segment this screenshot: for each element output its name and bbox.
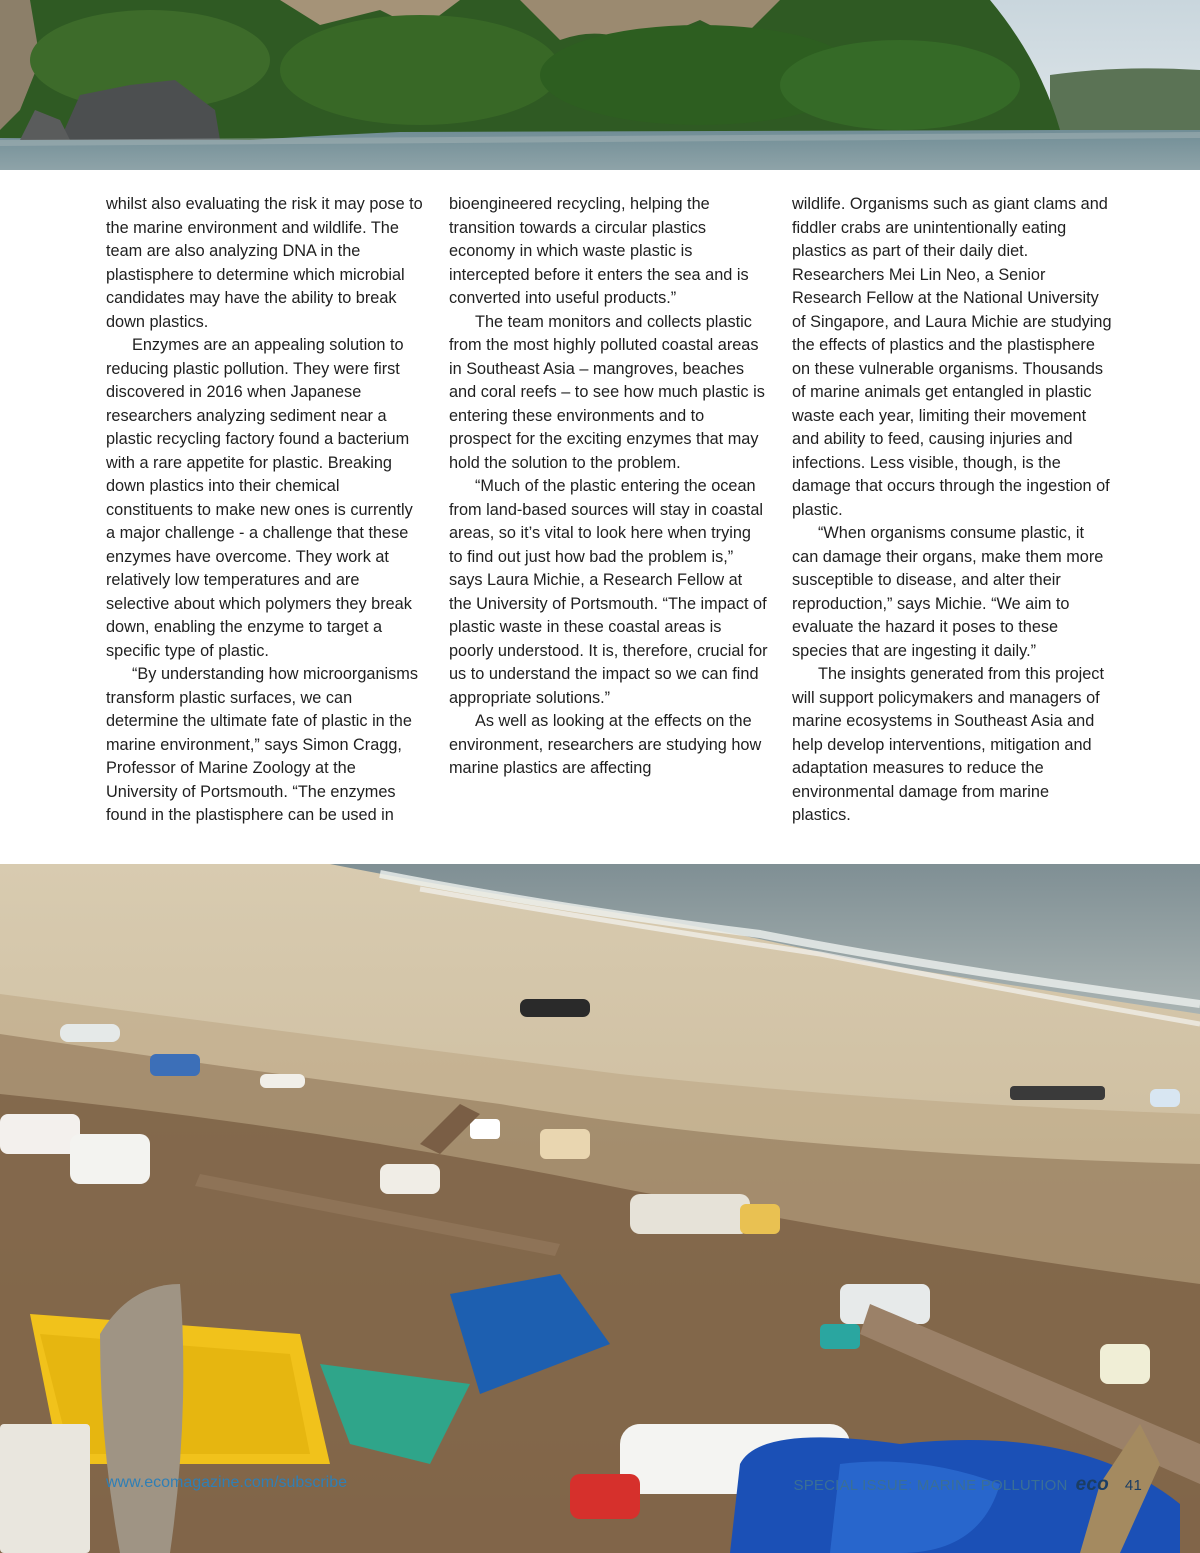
plastic-beach-photo bbox=[0, 864, 1200, 1553]
paragraph: “Much of the plastic entering the ocean from land-based sources will stay in coastal areas, so it’s vital to look here when trying to find out just how bad the problem is,” says Laura Michie, a Research Fellow at the University of Portsmouth. “The impact of plastic waste in these coastal areas is poorly understood. It is, therefore, crucial for us to understand the impact so we can find appropriate solutions.” bbox=[449, 477, 768, 707]
paragraph: “By understanding how microorganisms transform plastic surfaces, we can determine the ultimate fate of plastic in the marine environment,” says Simon Cragg, Professor of Marine Zoology at the University of Portsmouth. “The enzymes found in the plastisphere can be used in bbox=[106, 665, 418, 824]
paragraph: wildlife. Organisms such as giant clams and fiddler crabs are unintentionally eating plastics as part of their daily diet. Researchers Mei Lin Neo, a Senior Research Fellow at the National University of Singapore, and Laura Michie are studying the effects of plastics and the plastisphere on these vulnerable organisms. Thousands of marine animals get entangled in plastic waste each year, limiting their movement and ability to feed, causing injuries and infections. Less visible, though, is the damage that occurs through the ingestion of plastic. bbox=[792, 195, 1112, 519]
article-column-2 bbox=[449, 193, 769, 781]
paragraph: The insights generated from this project will support policymakers and managers of marine ecosystems in Southeast Asia and help develop interventions, mitigation and adaptation measures to reduce the environmental damage from marine plastics. bbox=[792, 665, 1104, 824]
footer-url-link[interactable]: www.ecomagazine.com/subscribe bbox=[106, 1474, 347, 1491]
top-island-photo bbox=[0, 0, 1200, 170]
eco-logo: eco bbox=[1075, 1474, 1109, 1495]
footer-section-title: SPECIAL ISSUE: MARINE POLLUTION bbox=[793, 1477, 1068, 1494]
article-column-3 bbox=[792, 193, 1112, 828]
paragraph: The team monitors and collects plastic from the most highly polluted coastal areas in Southeast Asia – mangroves, beaches and coral reefs – to see how much plastic is entering these environments and to prospect for the exciting enzymes that may hold the solution to the problem. bbox=[449, 312, 765, 472]
paragraph: Enzymes are an appealing solution to reducing plastic pollution. They were first discovered in 2016 when Japanese researchers analyzing sediment near a plastic recycling factory found a bacterium with a rare appetite for plastic. Breaking down plastics into their chemical constituents to make new ones is currently a major challenge - a challenge that these enzymes have overcome. They work at relatively low temperatures and are selective about which polymers they break down, enabling the enzyme to target a specific type of plastic. bbox=[106, 336, 413, 660]
paragraph: bioengineered recycling, helping the transition towards a circular plastics economy in which waste plastic is intercepted before it enters the sea and is converted into useful products.” bbox=[449, 195, 749, 307]
paragraph: As well as looking at the effects on the environment, researchers are studying how marine plastics are affecting bbox=[449, 712, 762, 777]
page-number: 41 bbox=[1124, 1477, 1142, 1494]
paragraph: whilst also evaluating the risk it may pose to the marine environment and wildlife. The team are also analyzing DNA in the plastisphere to determine which microbial candidates may have the ability to break down plastics. bbox=[106, 195, 423, 331]
article-body bbox=[106, 193, 1116, 833]
footer-section bbox=[794, 1474, 1142, 1496]
paragraph: “When organisms consume plastic, it can damage their organs, make them more susceptible to disease, and alter their reproduction,” says Michie. “We aim to evaluate the hazard it poses to these species that are ingesting it daily.” bbox=[792, 524, 1104, 660]
article-column-1 bbox=[106, 193, 426, 828]
